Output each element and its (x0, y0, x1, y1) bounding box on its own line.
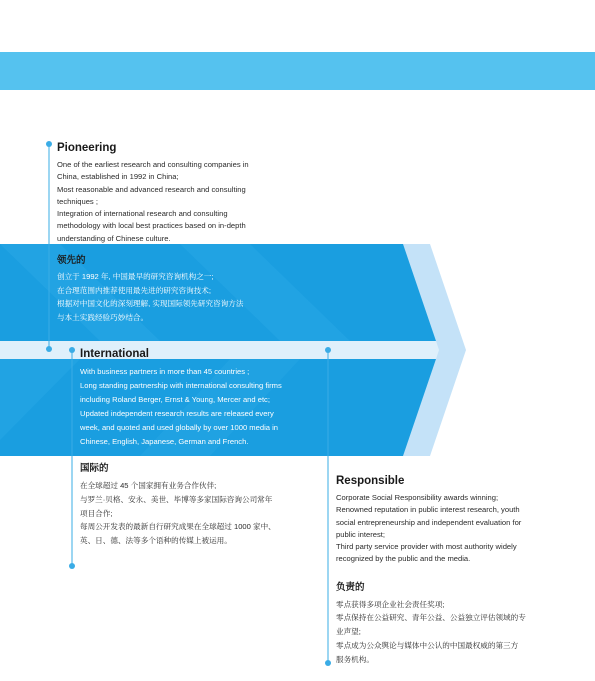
international-en-line: Updated independent research results are released every (80, 408, 274, 418)
pioneering-english-text (57, 159, 281, 245)
international-en-line: including Roland Berger, Ernst & Young, Mercer and etc; (80, 394, 270, 404)
timeline-dot-international-bottom (69, 563, 75, 569)
pioneering-cn-line: 与本土实践经验巧妙结合。 (57, 313, 149, 323)
responsible-en-line: social entrepreneurship and independent evaluation for (336, 517, 522, 527)
responsible-en-line: public interest; (336, 529, 385, 539)
international-cn-line: 项目合作; (80, 508, 113, 518)
responsible-cn-title: 负责的 (336, 581, 365, 593)
international-title: International (80, 348, 150, 360)
international-cn-line: 在全球超过 45 个国家拥有业务合作伙伴; (80, 481, 217, 491)
responsible-title: Responsible (336, 475, 405, 487)
responsible-cn-line: 零点保持在公益研究、青年公益、公益独立评估领域的专 (336, 613, 526, 623)
responsible-chinese-text (336, 598, 554, 667)
section-international (80, 347, 308, 547)
section-responsible (336, 474, 554, 666)
pioneering-cn-line: 在合理范围内推荐使用最先进的研究咨询技术; (57, 285, 211, 295)
responsible-en-line: Corporate Social Responsibility awards winning; (336, 493, 499, 502)
responsible-cn-line: 服务机构。 (336, 654, 374, 664)
pioneering-en-line: China, established in 1992 in China; (57, 172, 179, 182)
international-en-line: Long standing partnership with international consulting firms (80, 380, 282, 390)
pioneering-cn-line: 创立于 1992 年, 中国最早的研究咨询机构之一; (57, 272, 214, 281)
pioneering-en-line: One of the earliest research and consulting companies in (57, 160, 249, 169)
timeline-dot-responsible-bottom (325, 660, 331, 666)
section-pioneering (57, 141, 281, 323)
international-cn-line: 每周公开发表的最新自行研究成果在全球超过 1000 家中、 (80, 522, 276, 532)
international-english-text (80, 365, 308, 448)
responsible-english-text (336, 492, 554, 566)
international-en-line: week, and quoted and used globally by over 1000 media in (80, 422, 278, 432)
responsible-cn-line: 零点成为公众舆论与媒体中公认的中国最权威的第三方 (336, 640, 519, 650)
responsible-cn-line: 零点获得多项企业社会责任奖项; (336, 599, 445, 609)
pioneering-chinese-text (57, 270, 297, 325)
pioneering-en-line: Most reasonable and advanced research and consulting (57, 184, 246, 194)
international-en-line: With business partners in more than 45 countries ; (80, 367, 250, 376)
responsible-en-line: Renowned reputation in public interest research, youth (336, 505, 520, 515)
timeline-dot-pioneering-bottom (46, 346, 52, 352)
international-cn-title: 国际的 (80, 463, 109, 475)
responsible-en-line: Third party service provider with most authority widely (336, 542, 517, 552)
international-cn-line: 与罗兰·贝格、安永、美世、毕博等多家国际咨询公司常年 (80, 495, 273, 505)
pioneering-cn-line: 根据对中国文化的深刻理解, 实现国际领先研究咨询方法 (57, 299, 244, 309)
pioneering-cn-title: 领先的 (57, 255, 86, 266)
pioneering-en-line: understanding of Chinese culture. (57, 233, 171, 243)
pioneering-en-line: techniques ; (57, 196, 98, 206)
pioneering-title: Pioneering (57, 142, 117, 154)
international-cn-line: 英、日、德、法等多个语种的传媒上被运用。 (80, 535, 232, 545)
international-en-line: Chinese, English, Japanese, German and French. (80, 436, 249, 446)
international-chinese-text (80, 479, 308, 547)
timeline-dot-international-top (69, 347, 75, 353)
timeline-dot-pioneering-top (46, 141, 52, 147)
pioneering-en-line: methodology with local best practices based on in-depth (57, 221, 246, 231)
timeline-dot-responsible-top (325, 347, 331, 353)
responsible-cn-line: 业声望; (336, 627, 361, 637)
responsible-en-line: recognized by the public and the media. (336, 554, 471, 564)
pioneering-en-line: Integration of international research and consulting (57, 209, 228, 219)
